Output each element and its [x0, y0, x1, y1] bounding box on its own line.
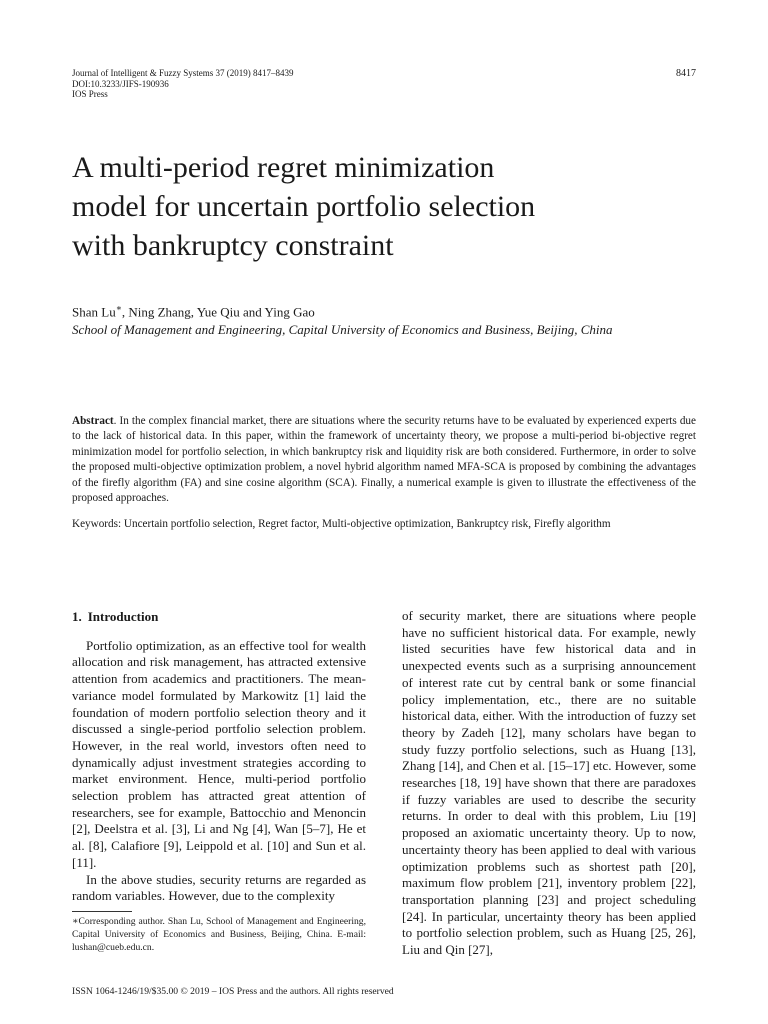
abstract-text: . In the complex financial market, there are situations where the security returns have to be evaluated by experienced experts due to the lack of historical data. In this paper, within the framework of uncertainty theory, we propose a multi-period bi-objective regret minimization model for portfolio selection, in which bankruptcy risk and liquidity risk are both considered. Furthermore, in order to solve the proposed multi-objective optimization problem, a novel hybrid algorithm named MFA-SCA is proposed by combining the advantages of the firefly algorithm (FA) and sine cosine algorithm (SCA). Finally, a numerical example is given to illustrate the effectiveness of the proposed approaches.	[72, 415, 696, 505]
author-list	[72, 303, 315, 320]
title-line: with bankruptcy constraint	[72, 229, 394, 262]
page-number: 8417	[676, 68, 696, 79]
corresponding-mark: ∗	[115, 303, 122, 313]
publisher: IOS Press	[72, 89, 108, 99]
section-heading	[72, 609, 366, 626]
keywords: Keywords: Uncertain portfolio selection, Regret factor, Multi-objective optimization, Bankruptcy risk, Firefly algorithm	[72, 518, 611, 530]
section-number: 1.	[72, 609, 82, 624]
paragraph: Portfolio optimization, as an effective tool for wealth allocation and risk management, has attracted extensive attention from academics and practitioners. The mean-variance model formulated by Markowitz [1] laid the foundation of modern portfolio selection theory and it discussed a single-period portfolio selection problem. However, in the real world, investors often need to dynamically adjust investment strategies according to market environment. Hence, multi-period portfolio selection problem has attracted great attention of researchers, see for example, Battocchio and Menoncin [2], Deelstra et al. [3], Li and Ng [4], Wan [5–7], He et al. [8], Calafiore [9], Leippold et al. [10] and Sun et al. [11].	[72, 637, 366, 870]
abstract	[72, 414, 696, 506]
affiliation: School of Management and Engineering, Capital University of Economics and Business, Beijing, China	[72, 322, 613, 337]
right-column	[402, 608, 696, 959]
title-line: A multi-period regret minimization	[72, 151, 495, 184]
left-column	[72, 609, 366, 905]
copyright-footer: ISSN 1064-1246/19/$35.00 © 2019 – IOS Press and the authors. All rights reserved	[72, 986, 394, 997]
paper-title	[72, 148, 712, 265]
abstract-label: Abstract	[72, 415, 114, 427]
journal-header	[72, 68, 293, 100]
footnote: ∗Corresponding author. Shan Lu, School of Management and Engineering, Capital University of Economics and Business, Beijing, China. E-mail: lushan@cueb.edu.cn.	[72, 916, 366, 953]
paragraph: of security market, there are situations where people have no sufficient historical data. For example, newly listed securities have few historical data and in unexpected events such as a surprising announcement of interest rate cut by central bank or some financial policy implementation, etc., there are no suitable historical data, either. With the introduction of fuzzy set theory by Zadeh [12], many scholars have began to study fuzzy portfolio selections, such as Huang [13], Zhang [14], and Chen et al. [15–17] etc. However, some researches [18, 19] have shown that there are paradoxes if fuzzy variables are used to describe the security returns. In order to deal with this problem, Liu [19] proposed an axiomatic uncertainty theory. Up to now, uncertainty theory has been applied to deal with various optimization problems such as shortest path [20], maximum flow problem [21], inventory problem [22], transportation planning [23] and project scheduling [24]. In particular, uncertainty theory has been applied to portfolio selection problem, such as Huang [25, 26], Liu and Qin [27],	[402, 608, 696, 958]
journal-citation: Journal of Intelligent & Fuzzy Systems 37 (2019) 8417–8439	[72, 68, 294, 78]
doi: DOI:10.3233/JIFS-190936	[72, 78, 169, 89]
first-author: Shan Lu	[72, 304, 116, 320]
other-authors: , Ning Zhang, Yue Qiu and Ying Gao	[121, 304, 315, 320]
paragraph: In the above studies, security returns are regarded as random variables. However, due to the complexity	[72, 871, 366, 904]
title-line: model for uncertain portfolio selection	[72, 190, 536, 223]
section-title: Introduction	[87, 609, 159, 624]
footnote-divider	[72, 911, 132, 912]
